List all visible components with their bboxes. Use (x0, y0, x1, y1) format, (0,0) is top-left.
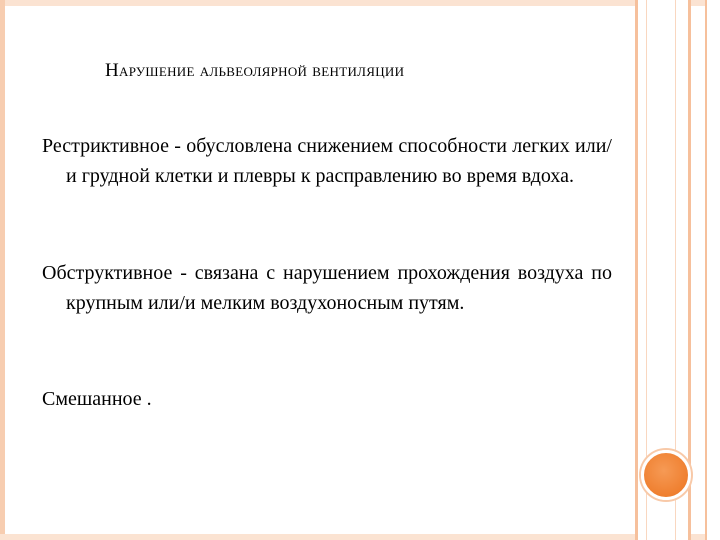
item-mixed: Смешанное . (42, 388, 152, 410)
decorative-right-edge (705, 0, 720, 540)
orange-circle-icon (641, 450, 691, 500)
frame-left-border (0, 0, 5, 540)
frame-bottom-border (0, 534, 720, 540)
item-obstructive: Обструктивное - связана с нарушением прохождения воздуха по крупным или/и мелким воздухоносным путям. (42, 262, 612, 314)
item-restrictive: Рестриктивное - обусловлена снижением способности легких или/и грудной клетки и плевры к расправлению во время вдоха. (42, 135, 612, 187)
slide-title: Нарушение альвеолярной вентиляции (105, 60, 405, 81)
frame-top-border (0, 0, 720, 6)
